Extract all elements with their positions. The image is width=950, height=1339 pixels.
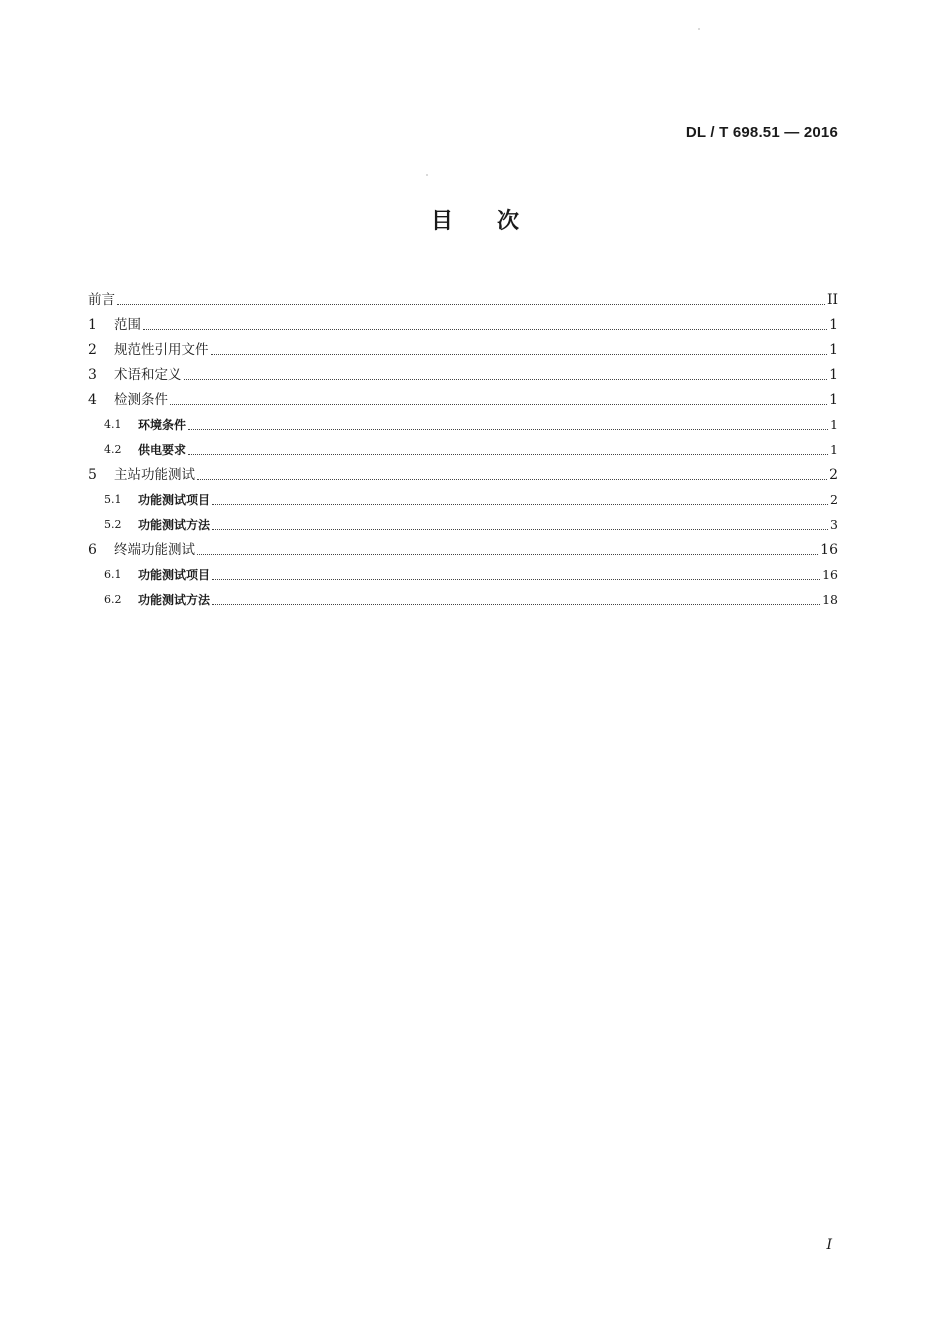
toc-entry-label: 术语和定义 <box>114 367 182 383</box>
toc-leader <box>211 354 828 355</box>
toc-leader <box>188 454 828 455</box>
toc-entry-6-2[interactable] <box>88 584 838 609</box>
page-title-part-1: 目 <box>430 209 453 234</box>
page-number: I <box>826 1237 832 1253</box>
toc-entry-label: 功能测试方法 <box>138 593 211 607</box>
toc-entry-label: 终端功能测试 <box>114 542 195 558</box>
toc-entry-number: 4.1 <box>104 418 122 431</box>
toc-entry-page: 2 <box>829 467 838 483</box>
toc-leader <box>197 479 827 480</box>
toc-entry-page: 1 <box>829 317 838 333</box>
toc-entry-number: 5.2 <box>104 518 122 531</box>
toc-entry-2[interactable] <box>88 334 838 359</box>
toc-entry-number: 5.1 <box>104 493 122 506</box>
toc-entry-4[interactable] <box>88 384 838 409</box>
toc-entry-page: 1 <box>829 342 838 358</box>
toc-entry-page: 18 <box>822 592 838 607</box>
toc-entry-5-2[interactable] <box>88 509 838 534</box>
toc-entry-number: 5 <box>88 467 97 483</box>
toc-entry-label: 环境条件 <box>138 418 187 432</box>
toc-leader <box>170 404 827 405</box>
toc-entry-page: 2 <box>830 492 838 507</box>
toc-entry-label: 范围 <box>114 317 141 333</box>
toc-entry-page: 1 <box>830 442 838 457</box>
toc-entry-6[interactable] <box>88 534 838 559</box>
scan-speck <box>426 174 428 176</box>
toc-entry-number: 6 <box>88 542 97 558</box>
page-title-part-2: 次 <box>497 209 520 234</box>
toc-entry-label: 检测条件 <box>114 392 168 408</box>
toc-leader <box>197 554 818 555</box>
toc-entry-page: 1 <box>829 367 838 383</box>
toc-leader <box>212 504 828 505</box>
toc-entry-label: 功能测试方法 <box>138 518 211 532</box>
toc-entry-6-1[interactable] <box>88 559 838 584</box>
toc-leader <box>212 529 828 530</box>
toc-entry-label: 规范性引用文件 <box>114 342 209 358</box>
toc-leader <box>117 304 825 305</box>
page-title <box>0 204 950 235</box>
toc-leader <box>212 579 820 580</box>
toc-entry-5-1[interactable] <box>88 484 838 509</box>
toc-entry-page: II <box>826 292 838 308</box>
toc-entry-page: 16 <box>822 567 838 582</box>
table-of-contents <box>88 284 838 609</box>
toc-entry-number: 3 <box>88 367 97 383</box>
toc-entry-number: 6.2 <box>104 593 122 606</box>
scan-speck <box>698 28 700 30</box>
toc-leader <box>143 329 827 330</box>
toc-leader <box>212 604 820 605</box>
toc-entry-label: 功能测试项目 <box>138 493 211 507</box>
document-code: DL / T 698.51 — 2016 <box>685 124 838 141</box>
toc-entry-page: 1 <box>829 392 838 408</box>
toc-entry-page: 1 <box>830 417 838 432</box>
toc-leader <box>184 379 828 380</box>
toc-entry-4-1[interactable] <box>88 409 838 434</box>
toc-leader <box>188 429 828 430</box>
toc-entry-number: 4 <box>88 392 97 408</box>
toc-entry-1[interactable] <box>88 309 838 334</box>
toc-entry-label: 前言 <box>88 292 115 308</box>
toc-entry-number: 6.1 <box>104 568 122 581</box>
toc-entry-foreword[interactable] <box>88 284 838 309</box>
toc-entry-number: 2 <box>88 342 97 358</box>
toc-entry-number: 4.2 <box>104 443 122 456</box>
toc-entry-4-2[interactable] <box>88 434 838 459</box>
toc-entry-3[interactable] <box>88 359 838 384</box>
toc-entry-label: 供电要求 <box>138 443 187 457</box>
toc-entry-page: 16 <box>820 542 838 558</box>
toc-entry-label: 功能测试项目 <box>138 568 211 582</box>
toc-entry-5[interactable] <box>88 459 838 484</box>
toc-entry-page: 3 <box>830 517 838 532</box>
toc-entry-label: 主站功能测试 <box>114 467 195 483</box>
toc-entry-number: 1 <box>88 317 97 333</box>
